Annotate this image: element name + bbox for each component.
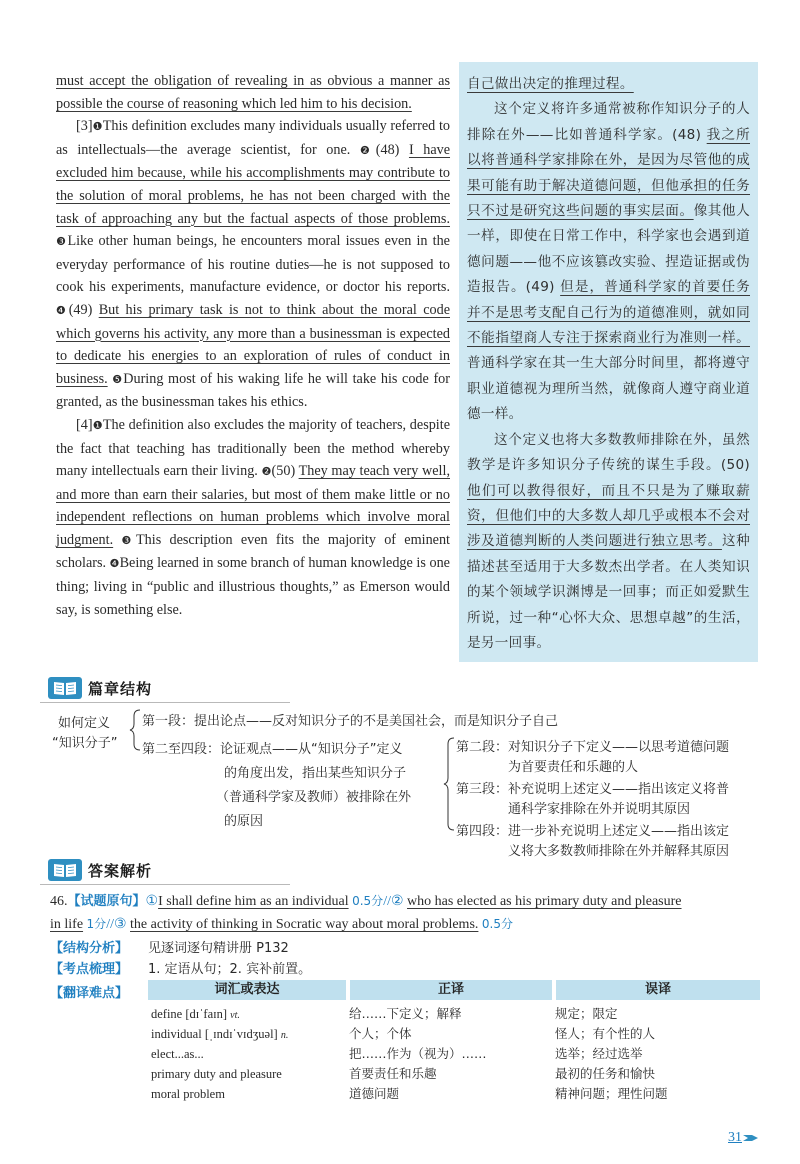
page-number-text: 31 [728,1130,742,1145]
correct-cell: 给……下定义；解释 [349,1006,462,1021]
correct-cell: 首要责任和乐趣 [349,1066,437,1081]
term-cell [148,1044,346,1064]
table-row [148,1064,766,1084]
sentence-number: ❹ [56,303,69,317]
english-passage [56,70,450,621]
column-header: 正译 [350,980,552,1000]
sentence-number: ❷ [261,465,272,479]
chunk-1: I shall define him as an individual [158,894,349,909]
structure-analysis-value: 见逐词逐句精讲册 P132 [148,941,289,956]
question-number: (48) [375,141,409,158]
term: define [151,1007,183,1021]
section-title: 篇章结构 [88,679,153,698]
wrong-cell: 精神问题；理性问题 [555,1086,668,1101]
key-points-label: 【考点梳理】 [50,962,129,977]
correct-cell: 把……作为（视为）…… [349,1046,487,1061]
table-header [148,980,766,1000]
chunk-separator: // [383,894,391,909]
phonetic: [ˌɪndɪˈvɪdʒuəl] [204,1027,278,1041]
structure-para-3: 第三段：补充说明上述定义——指出该定义将普 [456,782,730,797]
translation-difficulty-label: 【翻译难点】 [50,986,129,1001]
underlined-sentence: They may teach very well, and more than earn their salaries, but most of them make little or no independent reflections on human problems which involve moral judgment. [56,463,450,548]
paragraph-mark: [4] [76,416,93,433]
underlined-translation: 自己做出决定的推理过程。 [467,76,634,92]
underlined-sentence: But his primary task is not to think about the moral code which governs his activity, any more than a businessman is expected to dedicate his energies to an exploration of rules of conduct in business. [56,301,450,387]
sentence-number: ❸ [56,235,68,249]
part-of-speech: vt. [230,1010,240,1021]
translation-paragraph [467,97,750,427]
sentence-number: ❹ [109,557,120,571]
section-title: 答案解析 [88,861,153,880]
structure-analysis-label: 【结构分析】 [50,941,129,956]
translation-text: 像其他人一样，即使在日常工作中，科学家也会遇到道德问题——他不应该篡改实验、捏造证据或伪造报告。(49) [467,203,750,296]
structure-para-2: 第二段：对知识分子下定义——以思考道德问题 [456,740,730,755]
structure-para-2-4: 的原因 [224,814,264,829]
chunk-score: 1分 [86,917,107,931]
section-divider [40,884,290,885]
table-row [148,1004,766,1024]
column-header: 误译 [556,980,760,1000]
correct-cell: 个人；个体 [349,1026,412,1041]
structure-para-4: 义将大多数教师排除在外并解释其原因 [508,844,730,859]
structure-para-1: 第一段：提出论点——反对知识分子的不是美国社会，而是知识分子自己 [142,714,559,729]
underlined-translation: 我之所以将普通科学家排除在外，是因为尽管他的成果可能有助于解决道德问题，但他承担的任务只不过是研究这些问题的事实层面。 [467,126,750,220]
term-cell [148,1004,346,1024]
question-46 [50,890,762,936]
sentence: This definition excludes many individuals usually referred to as intellectuals—the average scientist, for one. [56,118,450,158]
underlined-sentence: must accept the obligation of revealing in as obvious a manner as possible the course of reasoning which led him to his decision. [56,73,450,112]
chunk-2: who has elected as his primary duty and pleasure [407,894,682,909]
key-points-value: 1. 定语从句；2. 宾补前置。 [148,962,312,977]
translation-text: 这个定义将许多通常被称作知识分子的人排除在外——比如普通科学家。(48) [467,101,750,143]
sentence-number: ❷ [359,143,376,157]
paragraph-continued [56,70,450,115]
structure-root: 如何定义 [58,716,111,731]
chunk-number: ② [390,894,404,909]
term: primary duty and pleasure [151,1067,282,1081]
question-number: (49) [68,301,99,318]
question-number: (50) [271,463,299,480]
chunk-number: ③ [113,917,127,932]
structure-root: “知识分子” [52,736,118,751]
structure-para-3: 通科学家排除在外并说明其原因 [508,802,691,817]
structure-para-2-4: （普通科学家及教师）被排除在外 [216,790,412,805]
table-row [148,1084,766,1104]
sentence-number: ❸ [121,533,137,547]
brace-icon [442,736,456,832]
wrong-cell: 怪人；有个性的人 [555,1026,656,1041]
vocabulary-table [148,980,766,1104]
part-of-speech: n. [280,1030,289,1041]
book-icon [48,677,82,699]
sentence: During most of his waking life he will take his code for granted, as the businessman takes his ethics. [56,370,450,411]
structure-para-4: 第四段：进一步补充说明上述定义——指出该定 [456,824,730,839]
book-icon [48,859,82,881]
sentence: Being learned in some branch of human knowledge is one thing; living in “public and illustrious thoughts,” as Emerson would say, is something else. [56,555,450,618]
chunk-number: ① [145,894,159,909]
underlined-translation: 但是，普通科学家的首要任务并不是思考支配自己行为的道德准则，就如同不能指望商人专注于探索商业行为准则一样。 [467,279,750,347]
term-cell [148,1024,346,1044]
chunk-2-cont: in life [50,917,84,932]
wrong-cell: 规定；限定 [555,1006,618,1021]
translation-text: 这个定义也将大多数教师排除在外，虽然教学是许多知识分子传统的谋生手段。(50) [467,431,750,474]
translation-panel [459,62,758,662]
sentence-number: ❶ [92,120,103,134]
sentence: This description even fits the majority of eminent scholars. [56,531,450,572]
question-number: 46. [50,894,68,909]
translation-text: 这种描述甚至适用于大多数杰出学者。在人类知识的某个领域学识渊博是一回事；而正如爱默生所说，过一种“心怀大众、思想卓越”的生活，是另一回事。 [467,533,750,651]
term: moral problem [151,1087,225,1101]
chunk-score: 0.5分 [481,917,513,931]
correct-cell: 道德问题 [349,1086,400,1101]
column-header: 词汇或表达 [148,980,346,1000]
term: individual [151,1027,202,1041]
paragraph-mark: [3] [76,118,93,135]
brace-icon [128,708,142,752]
sentence-number: ❶ [92,418,103,432]
underlined-sentence: I have excluded him because, while his accomplishments may contribute to the solution of moral problems, he has not been charged with the task of approaching any but the factual aspects of those problems. [56,141,451,227]
underlined-translation: 他们可以教得很好，而且不只是为了赚取薪资，但他们中的大多数人却几乎或根本不会对涉及道德判断的人类问题进行独立思考。 [467,482,750,550]
translation-paragraph [467,72,750,97]
structure-para-2-4: 的角度出发，指出某些知识分子 [224,766,407,781]
question-tag: 【试题原句】 [67,894,146,909]
wrong-cell: 选举；经过选举 [555,1046,643,1061]
wrong-cell: 最初的任务和愉快 [555,1066,656,1081]
chunk-score: 0.5分 [352,894,384,908]
sentence: Like other human beings, he encounters moral issues even in the everyday performance of his routine duties—he is not supposed to cook his experiments, manufacture evidence, or doctor his reports. [56,233,450,296]
table-row [148,1024,766,1044]
page-arrow-icon [742,1133,760,1143]
answer-section-header [48,858,152,882]
translation-paragraph [467,428,750,657]
chunk-separator: // [106,917,114,932]
term: elect...as... [151,1047,204,1061]
chunk-3: the activity of thinking in Socratic way about moral problems. [130,917,479,932]
structure-para-2: 为首要责任和乐趣的人 [508,760,639,775]
table-row [148,1044,766,1064]
phonetic: [dɪˈfaɪn] [185,1007,228,1021]
paragraph-4 [56,414,450,621]
sentence-number: ❺ [112,372,124,386]
section-divider [40,702,290,703]
term-cell [148,1064,346,1084]
sentence: The definition also excludes the majority of teachers, despite the fact that teaching has traditionally been the method whereby many intellectuals earn their living. [56,416,450,480]
structure-para-2-4: 第二至四段：论证观点——从“知识分子”定义 [142,742,403,757]
page-number [728,1130,760,1146]
structure-section-header [48,676,152,700]
translation-text: 普通科学家在其一生大部分时间里，都将遵守职业道德视为理所当然，就像商人遵守商业道德一样。 [467,355,750,423]
term-cell [148,1084,346,1104]
paragraph-3 [56,115,450,414]
